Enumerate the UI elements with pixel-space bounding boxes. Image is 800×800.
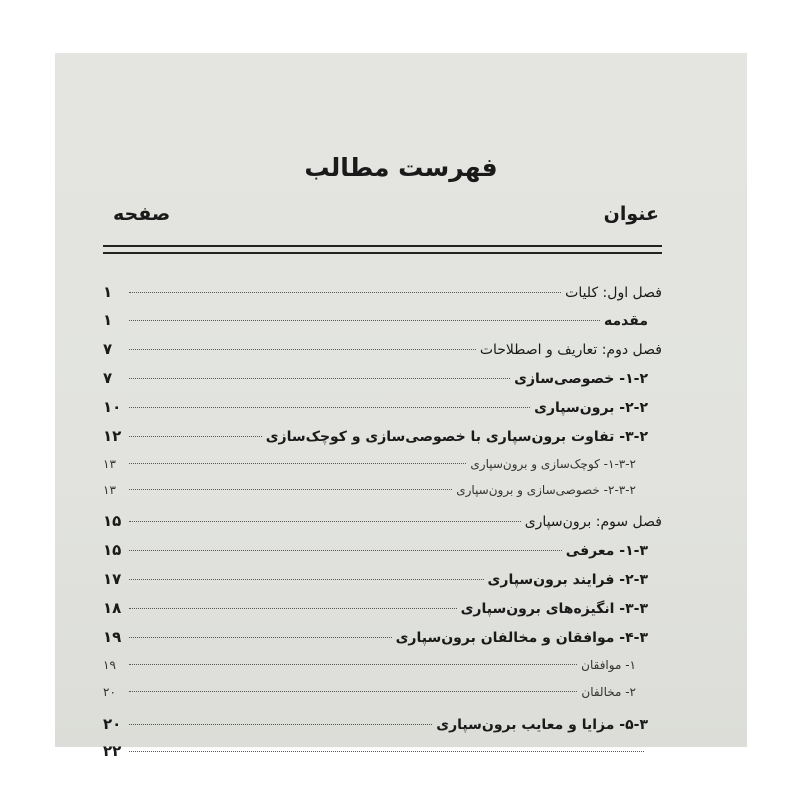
- toc-entry: [103, 340, 662, 358]
- toc-entry: [103, 457, 662, 471]
- toc-entry: [103, 369, 662, 387]
- toc-entry-page: ۲۲: [103, 742, 122, 760]
- dot-leader: [129, 608, 457, 609]
- toc-entry-page: ۱۰: [103, 398, 122, 416]
- toc-entry-page: ۱۵: [103, 512, 122, 530]
- dot-leader: [129, 637, 392, 638]
- toc-entry-page: ۱۷: [103, 570, 122, 588]
- toc-entry: [103, 599, 662, 617]
- toc-entry-title: فصل دوم: تعاریف و اصطلاحات: [479, 342, 662, 358]
- toc-entry: [103, 715, 662, 733]
- toc-entry-title: ۱-۳- معرفی: [565, 543, 648, 559]
- toc-entry-title: ۳-۳- انگیزه‌های برون‌سپاری: [460, 601, 648, 617]
- dot-leader: [129, 436, 262, 437]
- dot-leader: [129, 378, 510, 379]
- toc-entry-title: فصل سوم: برون‌سپاری: [524, 514, 662, 530]
- dot-leader: [129, 550, 562, 551]
- toc-entry: [103, 658, 662, 672]
- toc-entry-page: ۱۹: [103, 658, 116, 672]
- toc-entry-page: ۱۳: [103, 457, 116, 471]
- dot-leader: [129, 521, 521, 522]
- toc-entry-page: ۱۹: [103, 628, 122, 646]
- toc-entry-page: ۱: [103, 283, 113, 301]
- dot-leader: [129, 320, 600, 321]
- toc-entry: [103, 512, 662, 530]
- toc-entry-title: ۲-۲- برون‌سپاری: [534, 400, 648, 416]
- toc-entry-page: ۲۰: [103, 685, 116, 699]
- dot-leader: [129, 751, 644, 752]
- toc-entry-title: ۲- مخالفان: [581, 685, 636, 699]
- toc-entry-title: ۱-۲- خصوصی‌سازی: [514, 371, 648, 387]
- toc-entry: [103, 685, 662, 699]
- toc-entry-title: ۱- موافقان: [581, 658, 636, 672]
- column-header-title: عنوان: [603, 203, 659, 225]
- toc-entry: [103, 742, 662, 760]
- toc-entry-page: ۷: [103, 340, 113, 358]
- toc-entry-title: ۲-۳- فرایند برون‌سپاری: [487, 572, 648, 588]
- toc-entry-title: ۳-۲- تفاوت برون‌سپاری با خصوصی‌سازی و کوچک‌سازی: [265, 429, 648, 445]
- toc-entry-page: ۲۰: [103, 715, 122, 733]
- dot-leader: [129, 349, 476, 350]
- toc-entry: [103, 570, 662, 588]
- toc-entry: [103, 483, 662, 497]
- toc-entry-title: ۴-۳- موافقان و مخالفان برون‌سپاری: [395, 630, 648, 646]
- toc-entry-page: ۱۳: [103, 483, 116, 497]
- dot-leader: [129, 489, 452, 490]
- toc-entry: [103, 283, 662, 301]
- toc-entry-page: ۱۸: [103, 599, 122, 617]
- dot-leader: [129, 292, 561, 293]
- toc-entries: [55, 53, 747, 760]
- dot-leader: [129, 579, 484, 580]
- toc-entry-title: ۱-۳-۲- کوچک‌سازی و برون‌سپاری: [470, 457, 636, 471]
- dot-leader: [129, 463, 466, 464]
- dot-leader: [129, 664, 577, 665]
- dot-leader: [129, 407, 530, 408]
- toc-entry: [103, 427, 662, 445]
- toc-title: فهرست مطالب: [304, 153, 498, 182]
- toc-entry: [103, 398, 662, 416]
- toc-entry: [103, 311, 662, 329]
- toc-entry-page: ۱: [103, 311, 113, 329]
- book-page: [55, 53, 747, 760]
- dot-leader: [129, 691, 577, 692]
- toc-entry-title: مقدمه: [604, 313, 648, 329]
- dot-leader: [129, 724, 432, 725]
- toc-entry: [103, 628, 662, 646]
- toc-entry-title: ۲-۳-۲- خصوصی‌سازی و برون‌سپاری: [456, 483, 636, 497]
- column-header-page: صفحه: [113, 203, 171, 225]
- toc-entry-page: ۷: [103, 369, 113, 387]
- toc-entry-page: ۱۲: [103, 427, 122, 445]
- toc-entry-title: ۵-۳- مزایا و معایب برون‌سپاری: [436, 717, 648, 733]
- toc-entry-title: فصل اول: کلیات: [565, 285, 662, 301]
- toc-entry: [103, 541, 662, 559]
- toc-entry-page: ۱۵: [103, 541, 122, 559]
